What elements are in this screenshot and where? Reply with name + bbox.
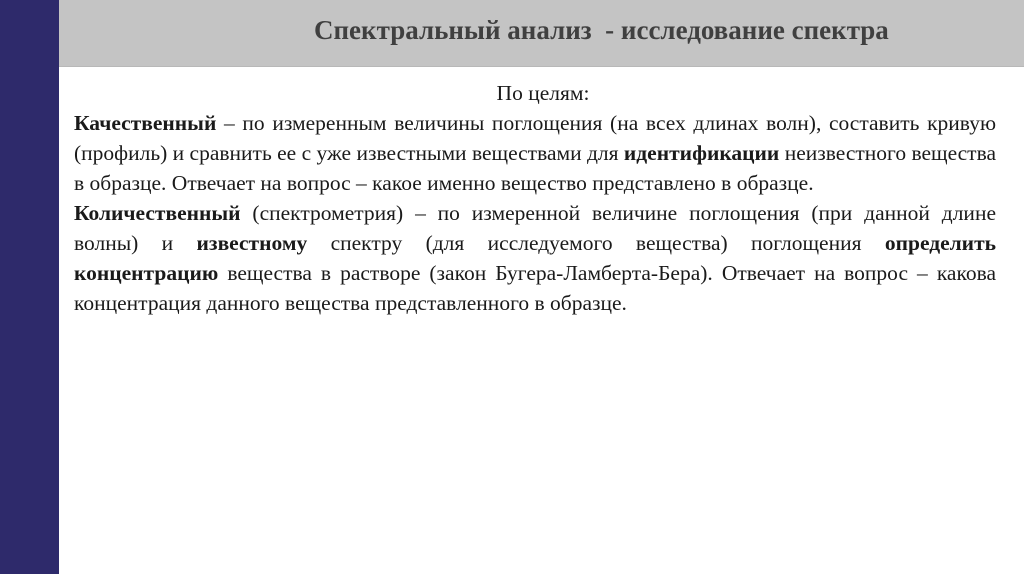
subheading: По целям: — [496, 81, 590, 105]
qualitative-term: Качественный — [74, 111, 217, 135]
title-band — [59, 0, 1024, 67]
quantitative-text-1: (спектрометрия) – по измеренной величине поглощения (при данной длине волны) и — [74, 201, 996, 255]
quantitative-bold-1: известному — [196, 231, 308, 255]
qualitative-text-1: – по измеренным величины поглощения (на всех длинах волн), составить кривую (профиль) и сравнить ее с уже известными веществами для — [74, 111, 996, 165]
slide-title: Спектральный анализ - исследование спектра — [314, 15, 889, 45]
side-accent-bar — [0, 0, 59, 574]
quantitative-term: Количественный — [74, 201, 241, 225]
slide-content — [74, 78, 996, 318]
qualitative-paragraph — [74, 108, 996, 198]
quantitative-bold-2: определить концентрацию — [74, 231, 996, 285]
quantitative-paragraph — [74, 198, 996, 318]
quantitative-text-2: спектру (для исследуемого вещества) поглощения — [307, 231, 885, 255]
qualitative-bold-1: идентификации — [623, 141, 780, 165]
qualitative-text-2: неизвестного вещества в образце. Отвечает на вопрос – какое именно вещество представлено в образце. — [74, 141, 996, 195]
quantitative-text-3: вещества в растворе (закон Бугера-Ламберта-Бера). Отвечает на вопрос – какова концентрация данного вещества представленного в образце. — [74, 261, 996, 315]
